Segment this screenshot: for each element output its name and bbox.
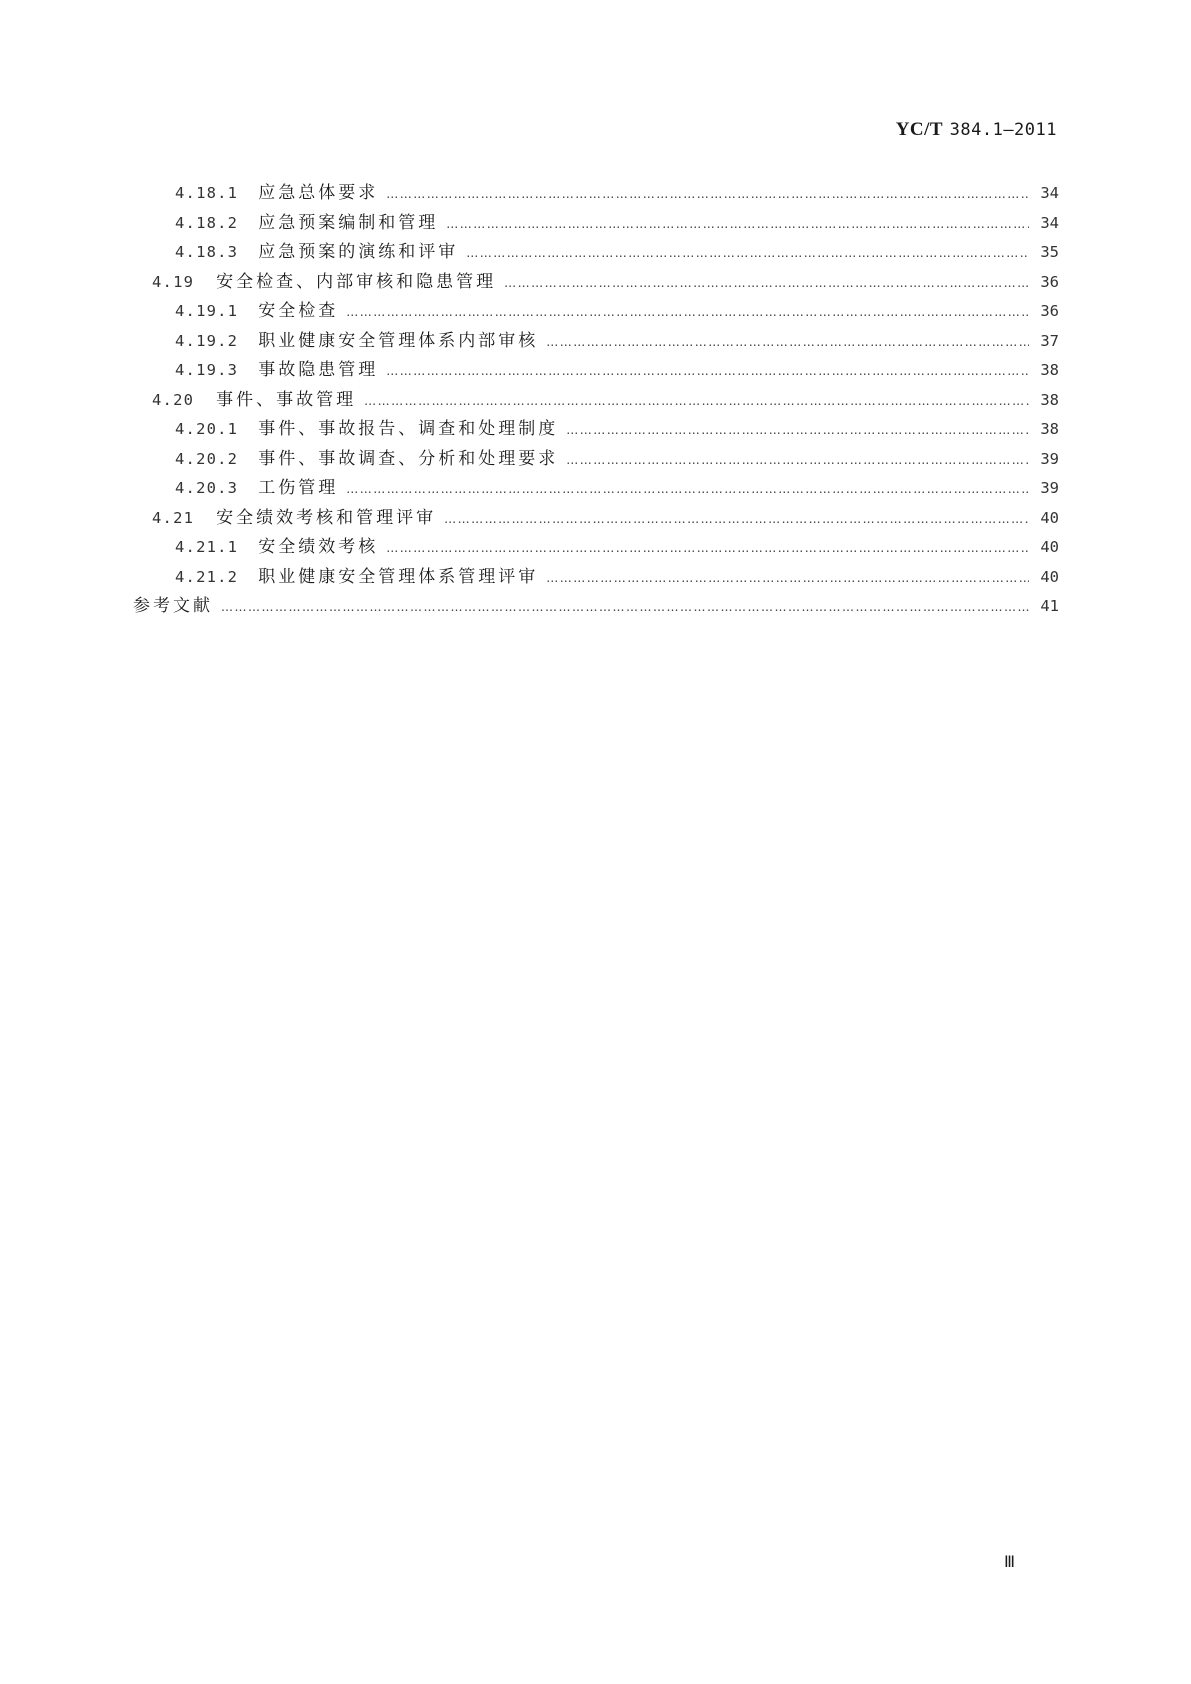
toc-entry[interactable] bbox=[175, 532, 1059, 564]
standard-code: YC/T bbox=[895, 119, 944, 140]
toc-entry-number: 4.19.1 bbox=[175, 302, 239, 320]
toc-entry-number: 4.19 bbox=[152, 272, 195, 291]
toc-entry-title: 安全绩效考核和管理评审 bbox=[216, 507, 437, 528]
toc-entry-number: 4.18.3 bbox=[175, 243, 239, 261]
toc-entry[interactable] bbox=[175, 414, 1059, 446]
toc-entry-page: 37 bbox=[1040, 331, 1059, 350]
toc-entry-page: 40 bbox=[1040, 538, 1059, 556]
toc-entry-page: 38 bbox=[1040, 390, 1059, 409]
toc-entry-title: 安全绩效考核 bbox=[258, 537, 379, 557]
standard-number: 384.1—2011 bbox=[949, 120, 1057, 140]
toc-entry[interactable] bbox=[175, 473, 1059, 505]
toc-entry[interactable] bbox=[175, 208, 1059, 240]
toc-entry[interactable] bbox=[152, 503, 1059, 535]
toc-leader-dots bbox=[386, 187, 1029, 201]
toc-entry-number: 4.20.2 bbox=[175, 449, 239, 468]
toc-entry-page: 39 bbox=[1040, 449, 1059, 468]
toc-entry[interactable] bbox=[175, 296, 1059, 328]
toc-entry-page: 34 bbox=[1040, 213, 1059, 232]
toc-entry-number: 4.20.1 bbox=[175, 420, 239, 438]
toc-entry-number: 4.19.2 bbox=[175, 331, 239, 350]
toc-entry-page: 34 bbox=[1040, 184, 1059, 202]
toc-entry-title: 参考文献 bbox=[133, 596, 213, 616]
toc-entry[interactable] bbox=[152, 267, 1059, 299]
toc-entry-title: 事件、事故调查、分析和处理要求 bbox=[258, 448, 559, 469]
toc-leader-dots bbox=[466, 246, 1029, 260]
toc-leader-dots bbox=[346, 482, 1029, 496]
toc-entry-title: 事故隐患管理 bbox=[258, 360, 379, 380]
toc-entry[interactable] bbox=[133, 591, 1059, 623]
toc-entry-number: 4.21.1 bbox=[175, 538, 239, 556]
toc-entry-page: 35 bbox=[1040, 243, 1059, 261]
toc-leader-dots bbox=[346, 305, 1029, 319]
toc-entry-page: 39 bbox=[1040, 479, 1059, 497]
toc-entry-title: 应急预案的演练和评审 bbox=[258, 242, 459, 262]
toc-entry-page: 40 bbox=[1040, 567, 1059, 586]
toc-leader-dots bbox=[221, 600, 1029, 614]
page-number: Ⅲ bbox=[1004, 1554, 1015, 1571]
toc-entry-number: 4.20 bbox=[152, 390, 195, 409]
toc-entry[interactable] bbox=[152, 385, 1059, 417]
toc-entry-page: 38 bbox=[1040, 420, 1059, 438]
toc-leader-dots bbox=[546, 571, 1029, 585]
toc-entry-page: 36 bbox=[1040, 302, 1059, 320]
toc-entry-number: 4.19.3 bbox=[175, 361, 239, 379]
toc-leader-dots bbox=[386, 541, 1029, 555]
toc-leader-dots bbox=[386, 364, 1029, 378]
toc-entry-number: 4.20.3 bbox=[175, 479, 239, 497]
toc-leader-dots bbox=[566, 423, 1029, 437]
toc-entry-title: 安全检查、内部审核和隐患管理 bbox=[216, 271, 497, 292]
toc-entry[interactable] bbox=[175, 562, 1059, 594]
toc-entry-page: 38 bbox=[1040, 361, 1059, 379]
document-header bbox=[896, 118, 1057, 141]
toc-entry-title: 职业健康安全管理体系内部审核 bbox=[258, 330, 539, 351]
toc-entry-page: 36 bbox=[1040, 272, 1059, 291]
toc-entry-number: 4.18.2 bbox=[175, 213, 239, 232]
toc-leader-dots bbox=[546, 335, 1029, 349]
toc-entry-title: 事件、事故报告、调查和处理制度 bbox=[258, 419, 559, 439]
toc-entry[interactable] bbox=[175, 178, 1059, 210]
toc-entry-title: 工伤管理 bbox=[258, 478, 339, 498]
toc-entry-title: 应急总体要求 bbox=[258, 183, 379, 203]
toc-entry[interactable] bbox=[175, 237, 1059, 269]
toc-leader-dots bbox=[566, 453, 1029, 467]
toc-entry-number: 4.21.2 bbox=[175, 567, 239, 586]
toc-entry[interactable] bbox=[175, 444, 1059, 476]
toc-entry-title: 职业健康安全管理体系管理评审 bbox=[258, 566, 539, 587]
toc-entry[interactable] bbox=[175, 326, 1059, 358]
toc-entry-title: 事件、事故管理 bbox=[216, 389, 357, 410]
toc-entry[interactable] bbox=[175, 355, 1059, 387]
toc-entry-title: 安全检查 bbox=[258, 301, 339, 321]
toc-leader-dots bbox=[364, 394, 1029, 408]
toc-leader-dots bbox=[504, 276, 1029, 290]
toc-entry-title: 应急预案编制和管理 bbox=[258, 212, 439, 233]
toc-entry-page: 41 bbox=[1040, 597, 1059, 615]
toc-leader-dots bbox=[446, 217, 1029, 231]
toc-leader-dots bbox=[444, 512, 1029, 526]
toc-entry-number: 4.21 bbox=[152, 508, 195, 527]
toc-entry-page: 40 bbox=[1040, 508, 1059, 527]
toc-entry-number: 4.18.1 bbox=[175, 184, 239, 202]
